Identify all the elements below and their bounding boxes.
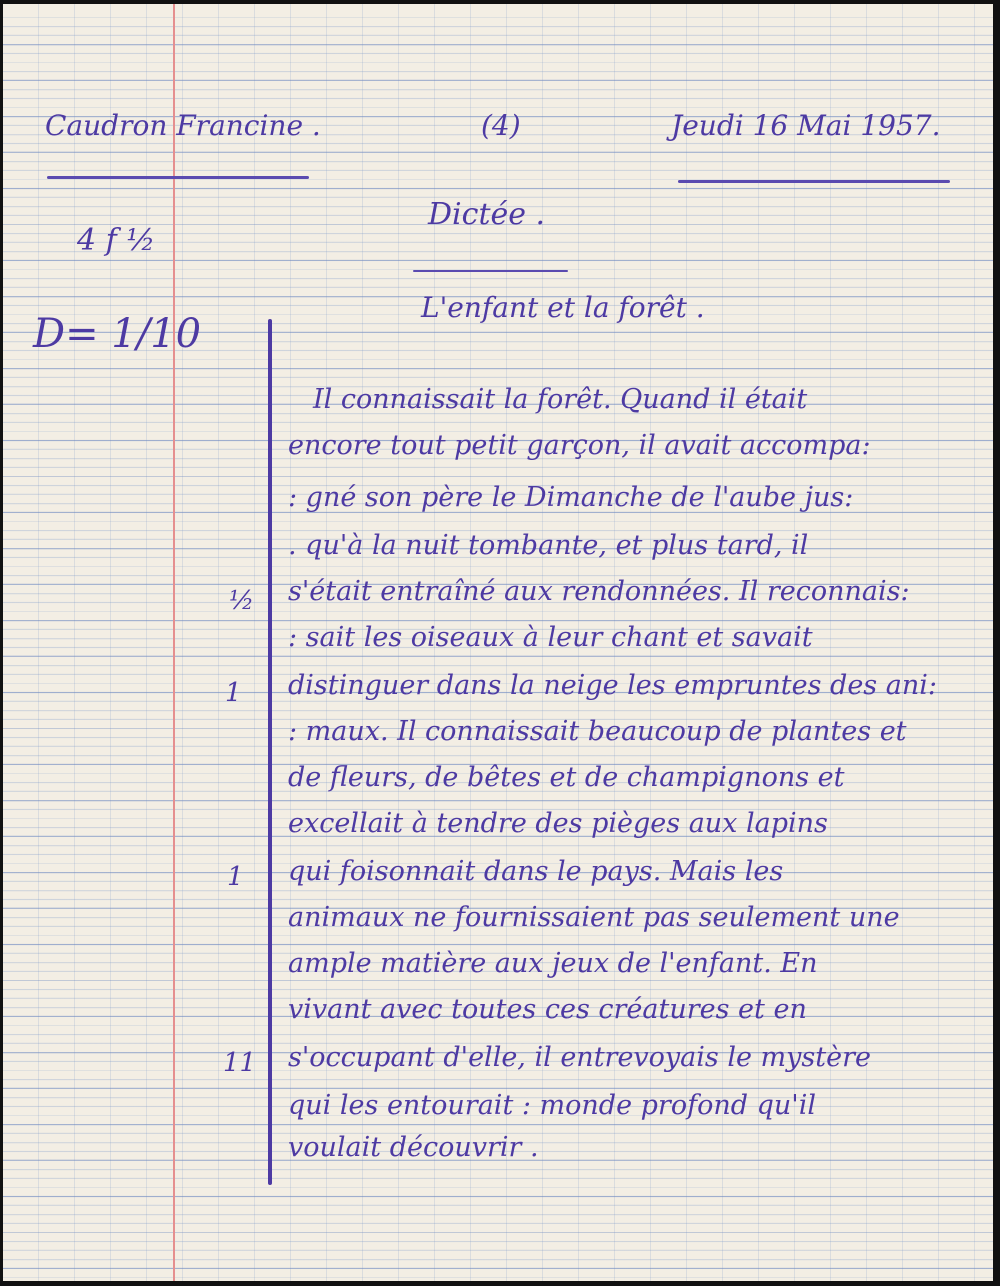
text-line: animaux ne fournissaient pas seulement une [288,902,900,933]
notebook-page [3,4,993,1281]
margin-mark: 11 [223,1048,257,1078]
text-line: qui foisonnait dans le pays. Mais les [288,856,784,887]
text-line: s'était entraîné aux rendonnées. Il reconnais: [288,576,910,607]
exercise-title: Dictée . [428,197,546,232]
text-line: ample matière aux jeux de l'enfant. En [288,948,818,979]
text-line: distinguer dans la neige les empruntes des ani: [288,670,937,701]
text-line: : maux. Il connaissait beaucoup de plantes et [288,716,907,747]
text-line: qui les entourait : monde profond qu'il [288,1090,816,1121]
text-line: s'occupant d'elle, il entrevoyais le mystère [288,1042,871,1073]
text-margin-bar [268,319,272,1185]
date: Jeudi 16 Mai 1957. [671,109,941,142]
text-line: voulait découvrir . [288,1132,539,1163]
dictation-score: D= 1/10 [33,311,202,357]
margin-mark: 1 [227,862,244,892]
title-underline [413,270,568,272]
text-line: : sait les oiseaux à leur chant et savait [288,622,813,653]
text-line: excellait à tendre des pièges aux lapins [288,808,828,839]
margin-mark: ½ [229,586,255,616]
text-line: de fleurs, de bêtes et de champignons et [288,762,845,793]
name-underline [47,176,309,179]
text-line: vivant avec toutes ces créatures et en [288,994,807,1025]
text-line: Il connaissait la forêt. Quand il était [313,384,808,415]
score: 4 f ½ [77,223,156,258]
page-number: (4) [481,109,521,142]
student-name: Caudron Francine . [45,109,321,142]
margin-line [173,4,175,1281]
text-line: . qu'à la nuit tombante, et plus tard, il [288,530,809,561]
text-line: encore tout petit garçon, il avait accompa: [288,430,871,461]
margin-mark: 1 [225,678,242,708]
text-line: : gné son père le Dimanche de l'aube jus: [288,482,854,513]
date-underline [678,180,950,183]
text-title: L'enfant et la forêt . [421,291,705,324]
